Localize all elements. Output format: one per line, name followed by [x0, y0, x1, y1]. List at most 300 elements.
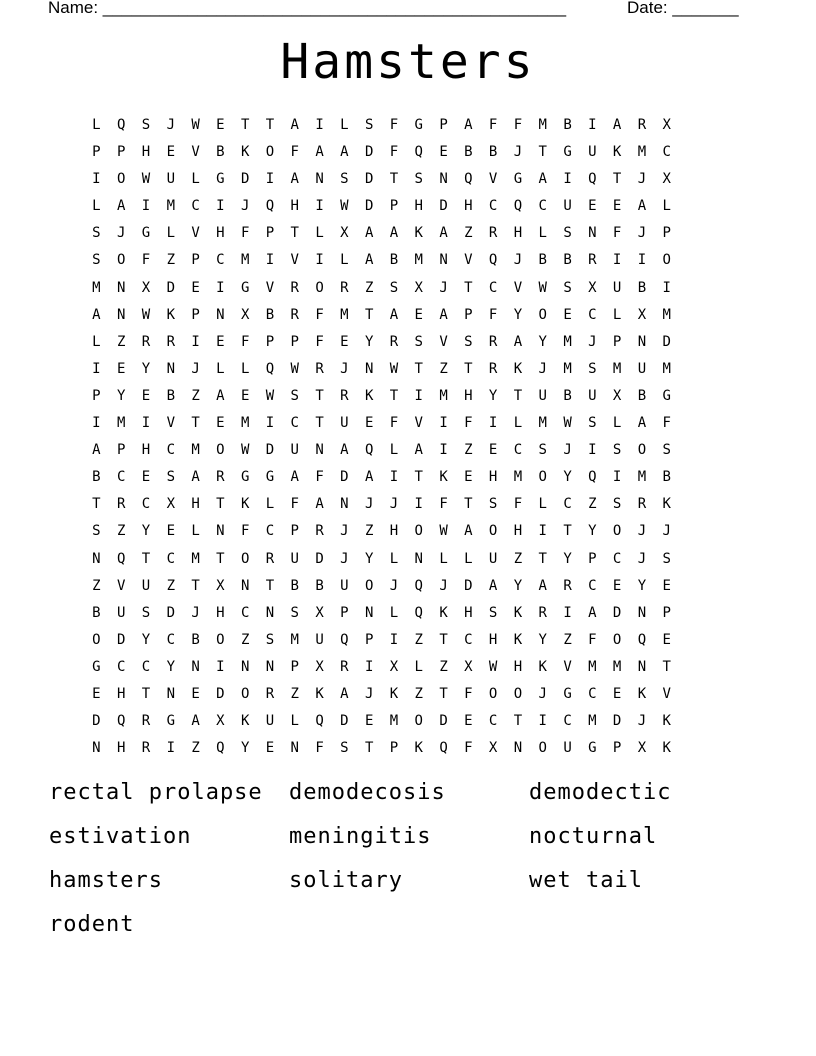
- grid-letter: J: [538, 360, 547, 377]
- grid-letter: V: [662, 685, 671, 702]
- grid-letter: F: [315, 333, 324, 350]
- grid-letter: V: [166, 415, 175, 432]
- grid-letter: T: [538, 144, 547, 161]
- grid-letter: A: [290, 117, 299, 133]
- grid-letter: T: [92, 496, 101, 513]
- grid-letter: S: [464, 333, 473, 350]
- grid-letter: O: [612, 631, 622, 648]
- grid-letter: P: [662, 225, 671, 242]
- grid-letter: U: [488, 550, 498, 567]
- grid-letter: Q: [116, 713, 126, 730]
- grid-letter: H: [488, 469, 498, 486]
- grid-letter: B: [637, 387, 647, 404]
- grid-letter: U: [538, 387, 547, 404]
- grid-letter: H: [464, 387, 473, 404]
- grid-letter: O: [637, 442, 647, 459]
- grid-letter: Y: [141, 631, 151, 648]
- grid-letter: R: [216, 469, 225, 486]
- grid-letter: H: [141, 144, 151, 161]
- grid-letter: A: [464, 117, 473, 133]
- grid-letter: R: [166, 333, 175, 350]
- grid-letter: X: [315, 658, 324, 675]
- grid-letter: N: [513, 740, 523, 757]
- grid-letter: P: [439, 117, 448, 133]
- grid-letter: I: [414, 387, 423, 404]
- grid-letter: A: [340, 144, 349, 161]
- grid-letter: E: [216, 117, 225, 133]
- grid-letter: D: [439, 198, 448, 215]
- grid-letter: M: [439, 387, 448, 404]
- grid-letter: A: [116, 198, 126, 215]
- grid-letter: R: [116, 496, 126, 513]
- grid-letter: J: [340, 360, 349, 377]
- grid-letter: K: [538, 658, 547, 675]
- grid-letter: U: [612, 279, 622, 296]
- grid-letter: U: [166, 171, 175, 188]
- grid-letter: R: [315, 360, 324, 377]
- grid-letter: I: [662, 279, 671, 296]
- grid-letter: O: [662, 252, 671, 269]
- grid-letter: V: [191, 225, 200, 242]
- grid-letter: K: [513, 360, 523, 377]
- grid-letter: W: [439, 523, 448, 540]
- grid-letter: X: [315, 604, 324, 621]
- grid-row: [84, 305, 744, 332]
- grid-letter: O: [116, 252, 126, 269]
- grid-letter: A: [637, 415, 647, 432]
- grid-letter: E: [141, 387, 151, 404]
- grid-letter: Q: [216, 740, 225, 757]
- grid-letter: R: [290, 306, 299, 323]
- grid-letter: Y: [563, 469, 572, 486]
- grid-row: [84, 603, 744, 630]
- grid-letter: X: [588, 279, 597, 296]
- grid-letter: U: [315, 631, 324, 648]
- grid-letter: K: [662, 713, 671, 730]
- grid-letter: N: [364, 360, 374, 377]
- grid-letter: V: [488, 171, 498, 188]
- grid-letter: O: [513, 685, 523, 702]
- grid-letter: A: [340, 442, 349, 459]
- grid-letter: T: [141, 550, 151, 567]
- grid-letter: A: [513, 333, 523, 350]
- grid-letter: O: [414, 713, 423, 730]
- grid-letter: A: [315, 144, 324, 161]
- grid-letter: J: [340, 523, 349, 540]
- grid-letter: F: [662, 415, 671, 432]
- grid-letter: C: [588, 577, 597, 594]
- grid-letter: R: [563, 577, 572, 594]
- grid-letter: N: [240, 658, 250, 675]
- grid-letter: J: [662, 523, 671, 540]
- grid-letter: L: [191, 523, 200, 540]
- grid-letter: I: [637, 252, 647, 269]
- grid-letter: T: [464, 496, 473, 513]
- word-list-item: solitary: [289, 868, 403, 893]
- grid-letter: S: [92, 252, 101, 269]
- grid-letter: M: [116, 415, 126, 432]
- grid-letter: H: [414, 198, 423, 215]
- grid-letter: S: [414, 333, 423, 350]
- grid-letter: K: [439, 469, 448, 486]
- grid-letter: N: [166, 360, 175, 377]
- grid-letter: R: [538, 604, 547, 621]
- grid-letter: P: [662, 604, 671, 621]
- grid-letter: O: [538, 306, 547, 323]
- grid-row: [84, 359, 744, 386]
- grid-letter: C: [166, 442, 175, 459]
- grid-letter: I: [166, 740, 175, 757]
- letter-grid: [84, 115, 744, 765]
- grid-letter: H: [116, 685, 126, 702]
- grid-letter: E: [464, 469, 473, 486]
- grid-letter: U: [563, 198, 572, 215]
- grid-letter: X: [662, 171, 671, 188]
- grid-letter: F: [464, 415, 473, 432]
- grid-letter: E: [216, 415, 225, 432]
- grid-letter: Y: [488, 387, 498, 404]
- grid-letter: F: [439, 496, 448, 513]
- grid-letter: M: [191, 442, 200, 459]
- grid-letter: U: [116, 604, 126, 621]
- grid-letter: X: [216, 577, 225, 594]
- grid-letter: T: [563, 523, 572, 540]
- grid-letter: T: [538, 550, 547, 567]
- grid-letter: C: [662, 144, 671, 161]
- grid-letter: Z: [464, 225, 473, 242]
- grid-letter: K: [637, 685, 647, 702]
- grid-letter: Z: [290, 685, 299, 702]
- grid-letter: B: [538, 252, 547, 269]
- grid-letter: S: [389, 279, 399, 296]
- grid-letter: J: [166, 117, 175, 133]
- grid-letter: Z: [588, 496, 597, 513]
- grid-letter: K: [364, 387, 374, 404]
- grid-letter: T: [191, 415, 200, 432]
- grid-letter: L: [389, 442, 399, 459]
- grid-letter: S: [612, 442, 622, 459]
- grid-letter: B: [464, 144, 473, 161]
- grid-letter: C: [216, 252, 225, 269]
- grid-letter: I: [488, 415, 498, 432]
- grid-letter: M: [240, 252, 250, 269]
- grid-letter: Q: [464, 171, 473, 188]
- grid-letter: U: [265, 713, 275, 730]
- grid-letter: G: [240, 469, 250, 486]
- grid-letter: G: [513, 171, 523, 188]
- grid-letter: X: [637, 306, 647, 323]
- grid-row: [84, 521, 744, 548]
- grid-letter: R: [290, 279, 299, 296]
- grid-letter: L: [538, 225, 547, 242]
- grid-letter: P: [364, 631, 374, 648]
- grid-letter: J: [439, 279, 448, 296]
- grid-letter: D: [464, 577, 473, 594]
- grid-letter: H: [389, 523, 399, 540]
- grid-letter: B: [563, 387, 572, 404]
- grid-letter: T: [265, 117, 275, 133]
- grid-letter: Y: [116, 387, 126, 404]
- grid-letter: B: [662, 469, 671, 486]
- grid-letter: L: [240, 360, 250, 377]
- grid-letter: I: [538, 523, 547, 540]
- grid-letter: B: [216, 144, 225, 161]
- grid-letter: U: [290, 442, 299, 459]
- grid-letter: D: [92, 713, 101, 730]
- grid-letter: N: [637, 604, 647, 621]
- grid-letter: C: [513, 442, 523, 459]
- grid-letter: X: [464, 658, 473, 675]
- grid-letter: W: [340, 198, 349, 215]
- grid-letter: L: [414, 658, 423, 675]
- grid-letter: E: [141, 469, 151, 486]
- grid-letter: J: [116, 225, 126, 242]
- grid-letter: N: [315, 442, 324, 459]
- grid-row: [84, 142, 744, 169]
- grid-letter: S: [141, 604, 151, 621]
- grid-letter: Z: [191, 740, 200, 757]
- grid-letter: T: [191, 577, 200, 594]
- grid-letter: R: [141, 333, 151, 350]
- grid-letter: W: [538, 279, 547, 296]
- grid-letter: N: [240, 577, 250, 594]
- grid-letter: Q: [588, 469, 597, 486]
- grid-letter: E: [166, 523, 175, 540]
- grid-letter: K: [414, 740, 423, 757]
- grid-letter: H: [513, 658, 523, 675]
- grid-letter: W: [563, 415, 572, 432]
- grid-letter: C: [588, 685, 597, 702]
- grid-letter: T: [364, 306, 374, 323]
- grid-letter: I: [216, 279, 225, 296]
- grid-letter: G: [588, 740, 597, 757]
- grid-row: [84, 332, 744, 359]
- grid-letter: V: [439, 333, 448, 350]
- grid-letter: T: [662, 658, 671, 675]
- grid-letter: D: [612, 713, 622, 730]
- grid-letter: F: [513, 117, 523, 133]
- grid-letter: J: [538, 685, 547, 702]
- grid-letter: N: [414, 550, 423, 567]
- grid-letter: Q: [116, 550, 126, 567]
- grid-letter: X: [389, 658, 399, 675]
- grid-letter: Z: [166, 577, 175, 594]
- grid-letter: R: [340, 658, 349, 675]
- grid-letter: E: [662, 631, 671, 648]
- grid-letter: E: [612, 685, 622, 702]
- word-list-item: wet tail: [529, 868, 643, 893]
- grid-letter: K: [513, 604, 523, 621]
- grid-letter: H: [191, 496, 200, 513]
- word-list-item: meningitis: [289, 824, 432, 849]
- grid-letter: C: [166, 631, 175, 648]
- grid-letter: N: [166, 685, 175, 702]
- grid-letter: A: [439, 306, 448, 323]
- grid-letter: C: [116, 658, 126, 675]
- grid-letter: Y: [538, 631, 547, 648]
- grid-letter: M: [662, 360, 671, 377]
- grid-letter: I: [265, 171, 275, 188]
- grid-letter: Y: [141, 360, 151, 377]
- grid-letter: E: [166, 144, 175, 161]
- grid-letter: I: [92, 360, 101, 377]
- grid-letter: C: [141, 496, 151, 513]
- grid-letter: P: [340, 604, 349, 621]
- grid-letter: U: [290, 550, 299, 567]
- grid-letter: S: [538, 442, 547, 459]
- grid-letter: S: [488, 604, 498, 621]
- grid-letter: E: [612, 198, 622, 215]
- grid-letter: P: [290, 658, 299, 675]
- grid-letter: R: [141, 713, 151, 730]
- grid-letter: E: [216, 333, 225, 350]
- grid-letter: A: [364, 225, 374, 242]
- grid-letter: Z: [563, 631, 572, 648]
- grid-letter: P: [191, 306, 200, 323]
- grid-letter: L: [464, 550, 473, 567]
- grid-letter: D: [612, 604, 622, 621]
- grid-letter: Q: [315, 713, 324, 730]
- grid-letter: N: [315, 171, 324, 188]
- grid-letter: R: [588, 252, 597, 269]
- grid-letter: S: [563, 279, 572, 296]
- grid-letter: F: [389, 415, 399, 432]
- grid-letter: A: [216, 387, 225, 404]
- grid-letter: O: [240, 550, 250, 567]
- grid-letter: I: [92, 415, 101, 432]
- grid-letter: Y: [166, 658, 175, 675]
- grid-letter: N: [637, 658, 647, 675]
- grid-letter: T: [216, 496, 225, 513]
- grid-letter: S: [563, 225, 572, 242]
- grid-letter: S: [166, 469, 175, 486]
- grid-row: [84, 386, 744, 413]
- grid-letter: C: [141, 658, 151, 675]
- grid-letter: K: [166, 306, 175, 323]
- grid-letter: T: [389, 387, 399, 404]
- grid-letter: O: [488, 523, 498, 540]
- grid-letter: E: [92, 685, 101, 702]
- grid-letter: D: [364, 144, 374, 161]
- grid-letter: W: [141, 171, 151, 188]
- grid-letter: N: [265, 658, 275, 675]
- grid-letter: C: [240, 604, 250, 621]
- grid-letter: T: [240, 117, 250, 133]
- grid-letter: O: [538, 740, 547, 757]
- name-date-header: [48, 0, 739, 18]
- grid-letter: I: [315, 198, 324, 215]
- grid-letter: W: [389, 360, 399, 377]
- grid-letter: M: [191, 550, 200, 567]
- grid-letter: N: [439, 171, 448, 188]
- grid-letter: K: [240, 496, 250, 513]
- grid-letter: J: [364, 685, 374, 702]
- grid-letter: N: [116, 306, 126, 323]
- grid-letter: T: [414, 469, 423, 486]
- grid-letter: S: [414, 171, 423, 188]
- grid-letter: Y: [513, 577, 523, 594]
- grid-letter: E: [464, 713, 473, 730]
- grid-letter: L: [290, 713, 299, 730]
- grid-letter: L: [340, 252, 349, 269]
- grid-letter: X: [637, 740, 647, 757]
- grid-letter: O: [538, 469, 547, 486]
- grid-letter: B: [563, 252, 572, 269]
- grid-letter: O: [265, 144, 275, 161]
- grid-letter: D: [364, 198, 374, 215]
- grid-row: [84, 576, 744, 603]
- grid-letter: T: [612, 171, 622, 188]
- grid-letter: F: [389, 117, 399, 133]
- grid-letter: D: [265, 442, 275, 459]
- grid-letter: S: [588, 360, 597, 377]
- grid-letter: X: [612, 387, 622, 404]
- grid-letter: T: [464, 279, 473, 296]
- grid-letter: L: [315, 225, 324, 242]
- grid-letter: F: [488, 306, 498, 323]
- grid-letter: O: [315, 279, 324, 296]
- grid-letter: L: [265, 496, 275, 513]
- grid-letter: K: [662, 496, 671, 513]
- grid-letter: M: [612, 360, 622, 377]
- grid-letter: J: [513, 144, 523, 161]
- grid-letter: C: [563, 496, 572, 513]
- grid-letter: O: [92, 631, 101, 648]
- grid-letter: I: [439, 415, 448, 432]
- grid-letter: Q: [265, 360, 275, 377]
- grid-letter: D: [116, 631, 126, 648]
- grid-letter: I: [439, 442, 448, 459]
- grid-letter: S: [290, 604, 299, 621]
- grid-letter: Q: [340, 631, 349, 648]
- grid-letter: I: [315, 117, 324, 133]
- grid-letter: E: [364, 713, 374, 730]
- grid-letter: H: [216, 225, 225, 242]
- grid-letter: A: [191, 469, 200, 486]
- grid-letter: Y: [364, 333, 374, 350]
- grid-letter: F: [315, 469, 324, 486]
- grid-letter: X: [340, 225, 349, 242]
- grid-letter: K: [414, 225, 423, 242]
- date-line: Date: _______: [627, 0, 739, 17]
- grid-letter: S: [364, 117, 374, 133]
- grid-letter: H: [513, 225, 523, 242]
- grid-letter: M: [513, 469, 523, 486]
- grid-letter: F: [464, 740, 473, 757]
- grid-letter: G: [563, 685, 572, 702]
- grid-letter: T: [513, 387, 523, 404]
- grid-letter: X: [216, 713, 225, 730]
- grid-letter: A: [315, 496, 324, 513]
- grid-letter: B: [637, 279, 647, 296]
- grid-letter: Z: [414, 631, 423, 648]
- grid-letter: D: [662, 333, 671, 350]
- grid-letter: L: [92, 117, 101, 133]
- grid-letter: H: [464, 604, 473, 621]
- grid-letter: G: [240, 279, 250, 296]
- grid-letter: P: [389, 740, 399, 757]
- grid-letter: B: [92, 604, 101, 621]
- grid-letter: Z: [513, 550, 523, 567]
- grid-letter: N: [588, 225, 597, 242]
- grid-letter: L: [662, 198, 671, 215]
- grid-letter: S: [141, 117, 151, 133]
- grid-letter: T: [315, 387, 324, 404]
- grid-letter: E: [563, 306, 572, 323]
- grid-letter: O: [364, 577, 374, 594]
- grid-letter: L: [612, 415, 622, 432]
- grid-letter: G: [563, 144, 572, 161]
